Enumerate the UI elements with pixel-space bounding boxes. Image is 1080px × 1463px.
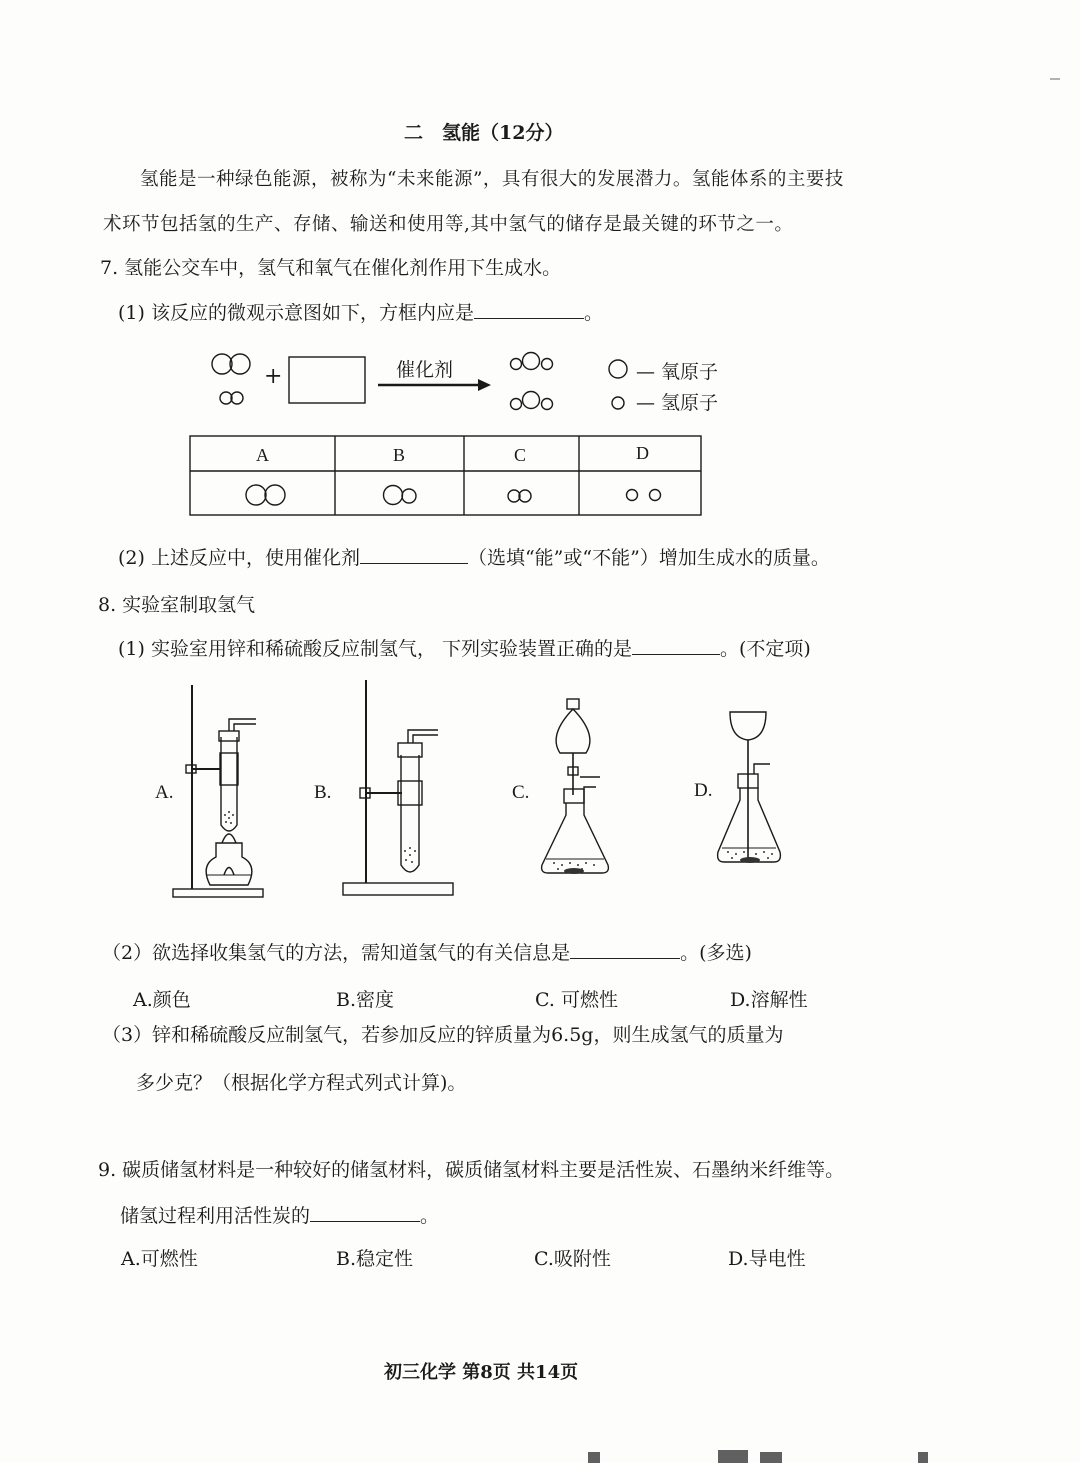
apparatus-c-label: C.: [512, 782, 530, 803]
oxygen-molecule-icon: [212, 354, 250, 374]
q7-part1-suffix: 。: [583, 302, 603, 324]
apparatus-b-illustration: [340, 675, 460, 907]
q7-part1: [118, 298, 603, 325]
scan-artifact: [760, 1452, 782, 1463]
q8-stem: 8. 实验室制取氢气: [98, 594, 256, 616]
option-c-molecule-icon: [508, 490, 531, 502]
q7-part2-answer-blank[interactable]: [360, 543, 468, 564]
legend-oxygen-label: — 氧原子: [636, 361, 719, 383]
intro-line-2: 术环节包括氢的生产、存储、输送和使用等,其中氢气的储存是最关键的环节之一。: [103, 214, 794, 235]
q9-option-d[interactable]: D.导电性: [728, 1248, 806, 1270]
scan-artifact: [588, 1452, 600, 1463]
section-title: 二 氢能（12分）: [404, 122, 564, 144]
legend-hydrogen-label: — 氢原子: [636, 392, 719, 414]
q7-part2: [118, 543, 830, 570]
apparatus-c-illustration: [536, 695, 616, 885]
apparatus-a-label: A.: [155, 782, 174, 803]
q8-part1-answer-blank[interactable]: [632, 634, 720, 655]
q9-option-c[interactable]: C.吸附性: [534, 1248, 611, 1270]
q9-line-2: [120, 1201, 439, 1228]
option-a-molecule-icon: [246, 485, 285, 505]
q9-answer-blank[interactable]: [310, 1201, 420, 1222]
intro-line-1: 氢能是一种绿色能源，被称为“未来能源”，具有很大的发展潜力。氢能体系的主要技: [140, 169, 844, 190]
page-footer: 初三化学 第8页 共14页: [384, 1362, 579, 1383]
hydrogen-molecule-icon: [220, 392, 243, 404]
apparatus-d-illustration: [712, 702, 792, 882]
q8-part2-suffix: 。(多选): [680, 942, 752, 964]
q8-part2-option-d[interactable]: D.溶解性: [730, 989, 808, 1011]
apparatus-d-label: D.: [694, 780, 713, 801]
table-header-a: A: [256, 445, 269, 465]
q7-part2-prefix: (2) 上述反应中，使用催化剂: [118, 547, 360, 569]
option-b-molecule-icon: [384, 486, 417, 505]
scan-artifact: [918, 1452, 928, 1463]
plus-sign: +: [264, 364, 283, 389]
oxygen-atom-legend-icon: [609, 360, 627, 378]
q8-part2-option-a[interactable]: A.颜色: [133, 989, 191, 1011]
q8-part2-option-b[interactable]: B.密度: [336, 989, 395, 1011]
table-header-d: D: [636, 443, 649, 463]
water-molecule-icon: [511, 353, 553, 370]
table-header-c: C: [514, 445, 527, 465]
table-header-b: B: [393, 445, 406, 465]
q9-option-a[interactable]: A.可燃性: [121, 1248, 198, 1270]
q8-part1-prefix: (1) 实验室用锌和稀硫酸反应制氢气， 下列实验装置正确的是: [118, 638, 632, 660]
q8-part3-line-1: （3）锌和稀硫酸反应制氢气，若参加反应的锌质量为6.5g，则生成氢气的质量为: [102, 1024, 784, 1046]
reaction-diagram: [200, 340, 760, 430]
q9-line2-suffix: 。: [420, 1205, 440, 1227]
q7-part1-prefix: (1) 该反应的微观示意图如下，方框内应是: [118, 302, 474, 324]
q7-part2-suffix: （选填“能”或“不能”）增加生成水的质量。: [467, 547, 830, 569]
apparatus-a-illustration: [170, 675, 280, 907]
q8-part2-answer-blank[interactable]: [570, 938, 680, 959]
q9-option-b[interactable]: B.稳定性: [336, 1248, 414, 1270]
q7-part1-answer-blank[interactable]: [474, 298, 584, 319]
q8-part1-suffix: 。(不定项): [720, 638, 811, 660]
water-molecule-icon: [511, 392, 553, 410]
q8-part3-line-2: 多少克？（根据化学方程式列式计算)。: [136, 1072, 467, 1094]
apparatus-b-label: B.: [314, 782, 332, 803]
q8-part2-prefix: （2）欲选择收集氢气的方法，需知道氢气的有关信息是: [102, 942, 571, 964]
q8-part2: [102, 938, 752, 965]
scan-artifact: [718, 1450, 748, 1463]
q8-part1: [118, 634, 811, 661]
option-d-molecule-icon: [627, 490, 661, 501]
scan-artifact: [1050, 78, 1060, 80]
q8-part2-option-c[interactable]: C. 可燃性: [535, 989, 618, 1011]
unknown-reactant-box: [289, 357, 365, 403]
catalyst-label: 催化剂: [396, 359, 454, 381]
q9-stem: 9. 碳质储氢材料是一种较好的储氢材料，碳质储氢材料主要是活性炭、石墨纳米纤维等。: [98, 1159, 845, 1181]
q7-stem: 7. 氢能公交车中，氢气和氧气在催化剂作用下生成水。: [100, 257, 562, 279]
q9-line2-prefix: 储氢过程利用活性炭的: [120, 1205, 311, 1227]
hydrogen-atom-legend-icon: [612, 397, 624, 409]
